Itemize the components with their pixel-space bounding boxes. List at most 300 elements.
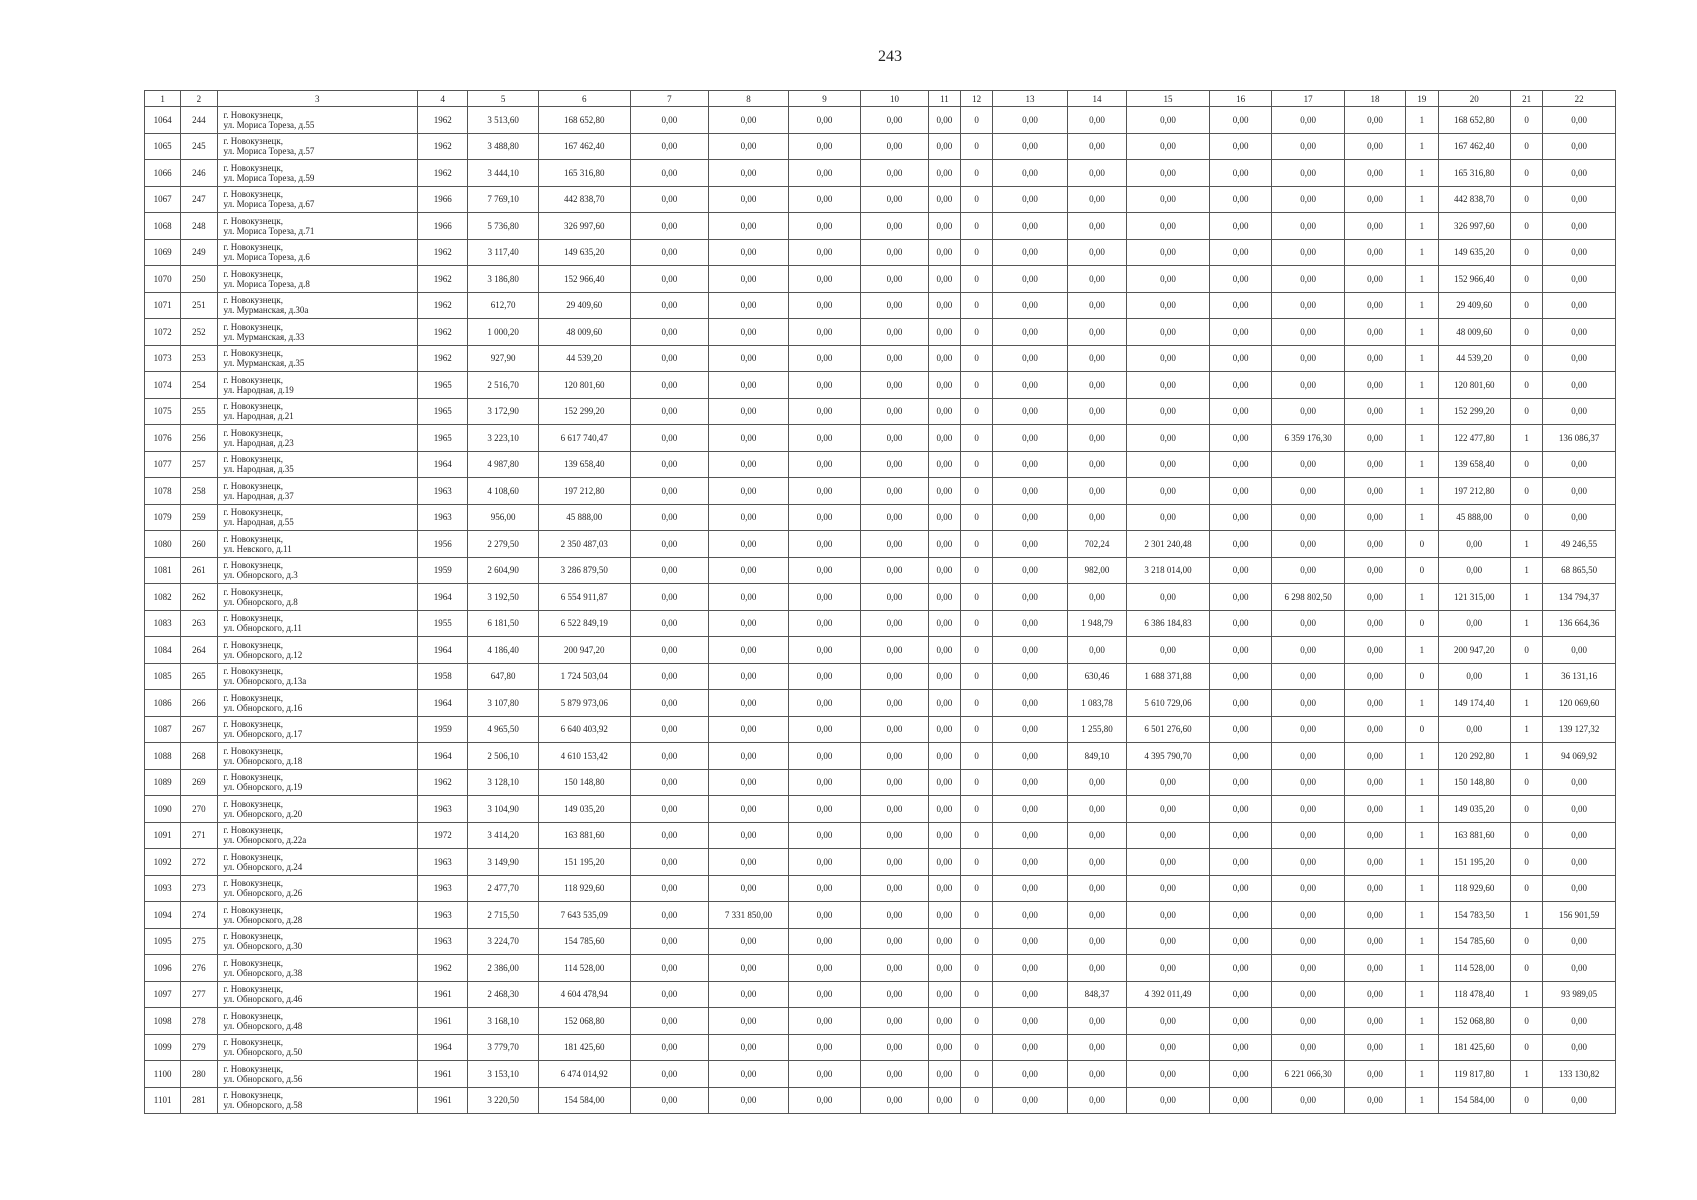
table-cell: 0,00 [1067, 372, 1126, 399]
table-cell: 0,00 [1272, 928, 1345, 955]
table-cell: 0 [961, 186, 993, 213]
address-city: г. Новокузнецк, [223, 851, 283, 862]
table-cell: 0,00 [1067, 186, 1126, 213]
table-cell: 3 488,80 [468, 133, 539, 160]
table-cell: 0,00 [1344, 1087, 1405, 1114]
table-cell: 0,00 [1272, 1087, 1345, 1114]
table-cell: 0,00 [1543, 266, 1616, 293]
table-cell: 0,00 [709, 743, 789, 770]
table-cell: 0,00 [709, 1008, 789, 1035]
page-number: 243 [878, 48, 902, 65]
address-city: г. Новокузнецк, [223, 613, 283, 624]
table-cell: 0,00 [788, 451, 861, 478]
table-cell: 0,00 [1067, 292, 1126, 319]
address-city: г. Новокузнецк, [223, 242, 283, 253]
table-cell: 1099 [145, 1034, 181, 1061]
table-cell: 1 [1406, 478, 1438, 505]
table-cell: 1 [1511, 584, 1543, 611]
table-cell: 0,00 [928, 478, 960, 505]
table-cell: 152 299,20 [1438, 398, 1511, 425]
table-cell: 0,00 [1209, 902, 1271, 929]
table-cell: 0 [961, 319, 993, 346]
table-cell: 3 218 014,00 [1127, 557, 1210, 584]
table-cell: 0,00 [630, 663, 709, 690]
table-cell: 0,00 [1209, 292, 1271, 319]
table-cell: 1959 [418, 716, 468, 743]
address-street: ул. Мориса Тореза, д.71 [223, 225, 315, 236]
table-cell: 0,00 [1543, 292, 1616, 319]
table-cell: 0,00 [1127, 133, 1210, 160]
table-cell: 0,00 [1543, 186, 1616, 213]
table-cell: 0,00 [630, 928, 709, 955]
table-cell: 0,00 [861, 319, 929, 346]
table-cell: 0 [1511, 319, 1543, 346]
table-cell: 0,00 [1209, 981, 1271, 1008]
table-cell: 0,00 [1344, 292, 1405, 319]
table-cell: 269 [181, 769, 217, 796]
address-street: ул. Обнорского, д.16 [223, 702, 303, 713]
column-header: 5 [468, 91, 539, 107]
table-cell: 0 [961, 822, 993, 849]
table-cell: 1 [1511, 743, 1543, 770]
address-city: г. Новокузнецк, [223, 692, 283, 703]
table-cell: 29 409,60 [538, 292, 630, 319]
table-cell: 6 181,50 [468, 610, 539, 637]
table-cell: 0,00 [861, 955, 929, 982]
table-cell: 0,00 [1344, 849, 1405, 876]
table-cell: 0,00 [1209, 743, 1271, 770]
table-cell: 1068 [145, 213, 181, 240]
table-cell: 0,00 [1209, 690, 1271, 717]
table-cell: 442 838,70 [1438, 186, 1511, 213]
address-cell [217, 107, 417, 134]
table-cell: 0,00 [630, 107, 709, 134]
table-cell: 1962 [418, 107, 468, 134]
address-cell [217, 955, 417, 982]
table-cell: 6 554 911,87 [538, 584, 630, 611]
address-street: ул. Обнорского, д.38 [223, 967, 303, 978]
table-cell: 0,00 [788, 319, 861, 346]
table-cell: 0,00 [630, 345, 709, 372]
table-cell: 165 316,80 [538, 160, 630, 187]
table-cell: 0,00 [1344, 213, 1405, 240]
table-cell: 0,00 [861, 663, 929, 690]
address-city: г. Новокузнецк, [223, 745, 283, 756]
table-cell: 255 [181, 398, 217, 425]
table-cell: 0,00 [709, 451, 789, 478]
table-cell: 181 425,60 [1438, 1034, 1511, 1061]
table-cell: 0,00 [928, 266, 960, 293]
table-cell: 0,00 [1127, 1061, 1210, 1088]
table-cell: 0,00 [1209, 663, 1271, 690]
table-cell: 0,00 [630, 1034, 709, 1061]
table-cell: 1962 [418, 319, 468, 346]
table-cell: 0,00 [1344, 451, 1405, 478]
table-cell: 0,00 [788, 584, 861, 611]
table-cell: 1961 [418, 1061, 468, 1088]
table-cell: 0,00 [993, 981, 1068, 1008]
table-row [145, 1061, 1616, 1088]
table-cell: 253 [181, 345, 217, 372]
table-cell: 1 255,80 [1067, 716, 1126, 743]
table-cell: 0,00 [928, 902, 960, 929]
table-cell: 2 468,30 [468, 981, 539, 1008]
table-cell: 0,00 [709, 849, 789, 876]
table-cell: 0,00 [788, 875, 861, 902]
table-cell: 0,00 [788, 955, 861, 982]
table-cell: 0,00 [1209, 531, 1271, 558]
address-city: г. Новокузнецк, [223, 666, 283, 677]
table-cell: 982,00 [1067, 557, 1126, 584]
table-cell: 0,00 [788, 902, 861, 929]
table-cell: 1961 [418, 1087, 468, 1114]
table-cell: 0,00 [1209, 1087, 1271, 1114]
table-cell: 0,00 [630, 186, 709, 213]
table-cell: 149 035,20 [538, 796, 630, 823]
address-city: г. Новокузнецк, [223, 798, 283, 809]
table-cell: 0,00 [928, 160, 960, 187]
address-street: ул. Обнорского, д.24 [223, 861, 303, 872]
table-cell: 0,00 [1272, 1034, 1345, 1061]
table-cell: 0,00 [788, 769, 861, 796]
table-cell: 167 462,40 [538, 133, 630, 160]
table-cell: 0,00 [709, 663, 789, 690]
table-cell: 0,00 [861, 716, 929, 743]
table-cell: 0,00 [993, 531, 1068, 558]
table-cell: 5 610 729,06 [1127, 690, 1210, 717]
address-city: г. Новокузнецк, [223, 295, 283, 306]
table-cell: 0,00 [1127, 213, 1210, 240]
table-row [145, 133, 1616, 160]
table-cell: 0,00 [928, 186, 960, 213]
table-cell: 0 [961, 425, 993, 452]
table-cell: 0,00 [861, 1034, 929, 1061]
table-cell: 0,00 [1272, 239, 1345, 266]
table-row [145, 902, 1616, 929]
table-cell: 1 [1406, 743, 1438, 770]
table-cell: 0,00 [709, 584, 789, 611]
table-cell: 0,00 [1127, 239, 1210, 266]
table-cell: 0 [1511, 451, 1543, 478]
table-cell: 1101 [145, 1087, 181, 1114]
table-cell: 0,00 [993, 133, 1068, 160]
table-row [145, 849, 1616, 876]
address-street: ул. Мурманская, д.35 [223, 358, 305, 369]
table-cell: 167 462,40 [1438, 133, 1511, 160]
table-cell: 1 [1406, 796, 1438, 823]
table-cell: 249 [181, 239, 217, 266]
table-cell: 0 [961, 637, 993, 664]
address-city: г. Новокузнецк, [223, 348, 283, 359]
table-cell: 0,00 [993, 451, 1068, 478]
table-cell: 0,00 [993, 425, 1068, 452]
table-cell: 1095 [145, 928, 181, 955]
table-row [145, 345, 1616, 372]
table-cell: 1 [1406, 928, 1438, 955]
table-cell: 154 785,60 [538, 928, 630, 955]
table-row [145, 398, 1616, 425]
table-cell: 1 [1511, 425, 1543, 452]
table-cell: 0 [1406, 610, 1438, 637]
table-cell: 0,00 [630, 292, 709, 319]
table-cell: 1 [1406, 981, 1438, 1008]
table-cell: 0,00 [1344, 239, 1405, 266]
table-cell: 0 [1511, 186, 1543, 213]
table-cell: 0,00 [709, 769, 789, 796]
table-cell: 0,00 [1438, 663, 1511, 690]
table-cell: 3 153,10 [468, 1061, 539, 1088]
table-cell: 250 [181, 266, 217, 293]
address-city: г. Новокузнецк, [223, 1063, 283, 1074]
table-cell: 1082 [145, 584, 181, 611]
table-cell: 0,00 [1272, 981, 1345, 1008]
address-cell [217, 716, 417, 743]
table-cell: 149 635,20 [1438, 239, 1511, 266]
table-cell: 0,00 [788, 425, 861, 452]
table-cell: 0 [961, 1061, 993, 1088]
table-cell: 152 966,40 [538, 266, 630, 293]
table-cell: 0,00 [630, 478, 709, 505]
table-cell: 0,00 [709, 928, 789, 955]
table-cell: 0,00 [788, 107, 861, 134]
table-cell: 0,00 [1344, 266, 1405, 293]
table-cell: 1 [1406, 451, 1438, 478]
table-cell: 0,00 [1127, 822, 1210, 849]
table-cell: 0,00 [861, 451, 929, 478]
column-header: 12 [961, 91, 993, 107]
table-cell: 3 224,70 [468, 928, 539, 955]
table-cell: 0,00 [1209, 1061, 1271, 1088]
table-cell: 1958 [418, 663, 468, 690]
table-cell: 0,00 [928, 584, 960, 611]
table-cell: 0,00 [709, 292, 789, 319]
table-cell: 0,00 [1272, 398, 1345, 425]
table-cell: 0,00 [861, 902, 929, 929]
table-cell: 0 [1511, 266, 1543, 293]
table-cell: 0,00 [993, 902, 1068, 929]
table-cell: 0,00 [788, 266, 861, 293]
address-cell [217, 186, 417, 213]
table-cell: 0,00 [993, 372, 1068, 399]
table-cell: 0,00 [993, 107, 1068, 134]
column-header: 8 [709, 91, 789, 107]
table-cell: 0,00 [709, 398, 789, 425]
table-cell: 1094 [145, 902, 181, 929]
table-cell: 0,00 [788, 849, 861, 876]
table-cell: 7 331 850,00 [709, 902, 789, 929]
table-cell: 1961 [418, 1008, 468, 1035]
address-cell [217, 743, 417, 770]
table-cell: 0,00 [630, 266, 709, 293]
table-cell: 442 838,70 [538, 186, 630, 213]
table-cell: 0,00 [1067, 875, 1126, 902]
table-cell: 0 [961, 1034, 993, 1061]
table-cell: 0,00 [709, 1034, 789, 1061]
address-street: ул. Невского, д.11 [223, 543, 292, 554]
table-cell: 0,00 [1272, 186, 1345, 213]
table-cell: 0,00 [630, 1061, 709, 1088]
table-cell: 277 [181, 981, 217, 1008]
table-cell: 0,00 [788, 928, 861, 955]
address-street: ул. Мориса Тореза, д.55 [223, 119, 315, 130]
table-cell: 0,00 [1272, 319, 1345, 346]
table-row [145, 981, 1616, 1008]
address-cell [217, 133, 417, 160]
table-cell: 0,00 [1344, 716, 1405, 743]
table-cell: 0,00 [1272, 637, 1345, 664]
table-cell: 1 [1406, 319, 1438, 346]
table-cell: 0,00 [1543, 1008, 1616, 1035]
table-cell: 0,00 [709, 610, 789, 637]
table-cell: 0,00 [1067, 213, 1126, 240]
table-cell: 152 068,80 [538, 1008, 630, 1035]
table-cell: 0,00 [1209, 133, 1271, 160]
table-cell: 0,00 [993, 213, 1068, 240]
table-cell: 1 724 503,04 [538, 663, 630, 690]
table-cell: 0,00 [993, 796, 1068, 823]
table-cell: 0,00 [928, 637, 960, 664]
table-cell: 0,00 [709, 160, 789, 187]
table-cell: 0,00 [928, 716, 960, 743]
address-city: г. Новокузнецк, [223, 719, 283, 730]
table-cell: 1091 [145, 822, 181, 849]
table-cell: 0 [961, 928, 993, 955]
table-cell: 1 [1406, 902, 1438, 929]
table-cell: 2 350 487,03 [538, 531, 630, 558]
table-cell: 0,00 [928, 610, 960, 637]
table-cell: 1 688 371,88 [1127, 663, 1210, 690]
table-cell: 0 [1406, 557, 1438, 584]
table-cell: 1 948,79 [1067, 610, 1126, 637]
table-cell: 36 131,16 [1543, 663, 1616, 690]
table-cell: 0,00 [1543, 955, 1616, 982]
table-cell: 1 [1406, 398, 1438, 425]
table-cell: 0,00 [1209, 345, 1271, 372]
table-cell: 1 [1511, 531, 1543, 558]
table-cell: 0,00 [1344, 875, 1405, 902]
table-cell: 120 801,60 [538, 372, 630, 399]
table-cell: 0,00 [709, 345, 789, 372]
table-cell: 274 [181, 902, 217, 929]
table-cell: 0 [961, 690, 993, 717]
table-cell: 1 [1406, 584, 1438, 611]
table-cell: 0 [961, 1008, 993, 1035]
address-cell [217, 822, 417, 849]
table-cell: 0,00 [861, 239, 929, 266]
address-street: ул. Обнорского, д.20 [223, 808, 303, 819]
table-cell: 0,00 [1344, 398, 1405, 425]
table-cell: 0,00 [928, 690, 960, 717]
table-cell: 1962 [418, 345, 468, 372]
address-city: г. Новокузнецк, [223, 533, 283, 544]
table-cell: 0,00 [993, 875, 1068, 902]
table-cell: 7 769,10 [468, 186, 539, 213]
table-cell: 0,00 [861, 1061, 929, 1088]
table-cell: 0 [961, 955, 993, 982]
table-cell: 0,00 [1344, 557, 1405, 584]
table-row [145, 955, 1616, 982]
table-cell: 1 [1406, 769, 1438, 796]
table-cell: 0,00 [1067, 822, 1126, 849]
table-cell: 2 301 240,48 [1127, 531, 1210, 558]
table-cell: 0,00 [993, 504, 1068, 531]
address-cell [217, 292, 417, 319]
table-cell: 0,00 [788, 531, 861, 558]
table-cell: 0,00 [1344, 663, 1405, 690]
address-city: г. Новокузнецк, [223, 454, 283, 465]
table-cell: 0,00 [1543, 1034, 1616, 1061]
table-cell: 0,00 [993, 239, 1068, 266]
table-cell: 0,00 [630, 875, 709, 902]
table-cell: 0,00 [1209, 557, 1271, 584]
table-cell: 154 584,00 [1438, 1087, 1511, 1114]
table-cell: 3 779,70 [468, 1034, 539, 1061]
table-cell: 0 [961, 875, 993, 902]
table-cell: 1 [1406, 266, 1438, 293]
table-cell: 276 [181, 955, 217, 982]
table-cell: 0,00 [630, 690, 709, 717]
table-cell: 45 888,00 [538, 504, 630, 531]
table-cell: 1076 [145, 425, 181, 452]
table-cell: 0 [961, 478, 993, 505]
table-cell: 260 [181, 531, 217, 558]
column-header: 14 [1067, 91, 1126, 107]
address-street: ул. Мурманская, д.33 [223, 331, 305, 342]
table-cell: 257 [181, 451, 217, 478]
table-cell: 68 865,50 [1543, 557, 1616, 584]
table-cell: 1073 [145, 345, 181, 372]
table-cell: 0,00 [1344, 610, 1405, 637]
table-cell: 0,00 [1127, 451, 1210, 478]
table-cell: 0,00 [630, 425, 709, 452]
table-row [145, 107, 1616, 134]
table-cell: 0,00 [630, 239, 709, 266]
table-cell: 1 [1406, 637, 1438, 664]
table-cell: 1069 [145, 239, 181, 266]
table-cell: 1090 [145, 796, 181, 823]
table-cell: 0,00 [928, 796, 960, 823]
table-cell: 3 168,10 [468, 1008, 539, 1035]
table-cell: 0,00 [1344, 133, 1405, 160]
address-cell [217, 504, 417, 531]
table-cell: 154 785,60 [1438, 928, 1511, 955]
table-cell: 1964 [418, 637, 468, 664]
table-cell: 0,00 [709, 531, 789, 558]
table-cell: 197 212,80 [1438, 478, 1511, 505]
table-cell: 0,00 [1127, 160, 1210, 187]
table-row [145, 743, 1616, 770]
table-cell: 0,00 [1543, 769, 1616, 796]
table-cell: 1963 [418, 875, 468, 902]
table-cell: 248 [181, 213, 217, 240]
table-cell: 0 [961, 266, 993, 293]
address-cell [217, 769, 417, 796]
table-cell: 0,00 [788, 133, 861, 160]
table-cell: 271 [181, 822, 217, 849]
table-cell: 279 [181, 1034, 217, 1061]
table-cell: 0,00 [788, 213, 861, 240]
table-cell: 1 [1511, 716, 1543, 743]
table-cell: 1 [1406, 1008, 1438, 1035]
column-header: 4 [418, 91, 468, 107]
table-cell: 927,90 [468, 345, 539, 372]
table-cell: 1 [1406, 1061, 1438, 1088]
table-cell: 3 223,10 [468, 425, 539, 452]
table-cell: 149 635,20 [538, 239, 630, 266]
table-cell: 0,00 [1543, 133, 1616, 160]
table-cell: 0,00 [630, 981, 709, 1008]
table-row [145, 319, 1616, 346]
